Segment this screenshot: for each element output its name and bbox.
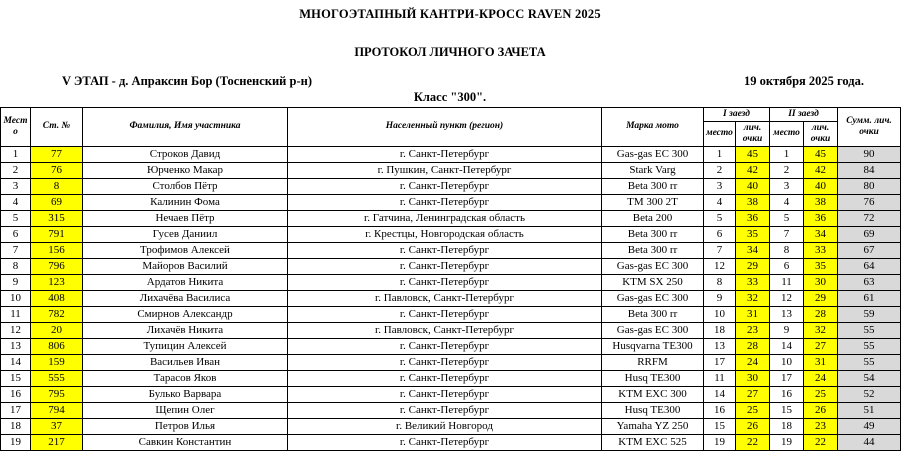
cell-place: 7 — [1, 242, 31, 258]
cell-total-points: 52 — [838, 386, 901, 402]
cell-race2-points: 30 — [804, 274, 838, 290]
cell-race1-points: 30 — [736, 370, 770, 386]
cell-total-points: 55 — [838, 322, 901, 338]
cell-race2-points: 40 — [804, 178, 838, 194]
cell-race1-points: 29 — [736, 258, 770, 274]
col-header-race1-place: место — [704, 121, 736, 146]
cell-start-number: 794 — [31, 402, 83, 418]
cell-moto-brand: Beta 300 rr — [602, 226, 704, 242]
table-row — [1, 146, 901, 162]
cell-city: г. Санкт-Петербург — [288, 386, 602, 402]
cell-city: г. Крестцы, Новгородская область — [288, 226, 602, 242]
cell-moto-brand: Beta 200 — [602, 210, 704, 226]
cell-start-number: 159 — [31, 354, 83, 370]
cell-city: г. Гатчина, Ленинградская область — [288, 210, 602, 226]
cell-total-points: 80 — [838, 178, 901, 194]
cell-race1-points: 22 — [736, 434, 770, 450]
col-header-city: Населенный пункт (регион) — [288, 108, 602, 147]
table-row — [1, 322, 901, 338]
cell-race1-points: 35 — [736, 226, 770, 242]
cell-race1-place: 16 — [704, 402, 736, 418]
cell-race1-place: 13 — [704, 338, 736, 354]
cell-race1-points: 33 — [736, 274, 770, 290]
cell-race2-place: 18 — [770, 418, 804, 434]
cell-race1-place: 8 — [704, 274, 736, 290]
cell-race2-points: 22 — [804, 434, 838, 450]
cell-participant-name: Булько Варвара — [83, 386, 288, 402]
cell-race2-place: 2 — [770, 162, 804, 178]
col-header-race1: I заезд — [704, 108, 770, 122]
cell-place: 10 — [1, 290, 31, 306]
cell-city: г. Санкт-Петербург — [288, 338, 602, 354]
cell-city: г. Санкт-Петербург — [288, 306, 602, 322]
cell-race2-place: 4 — [770, 194, 804, 210]
cell-participant-name: Столбов Пётр — [83, 178, 288, 194]
cell-place: 3 — [1, 178, 31, 194]
cell-race1-points: 24 — [736, 354, 770, 370]
cell-start-number: 796 — [31, 258, 83, 274]
cell-moto-brand: TM 300 2T — [602, 194, 704, 210]
cell-total-points: 72 — [838, 210, 901, 226]
cell-participant-name: Юрченко Макар — [83, 162, 288, 178]
col-header-name: Фамилия, Имя участника — [83, 108, 288, 147]
cell-moto-brand: Yamaha YZ 250 — [602, 418, 704, 434]
cell-place: 19 — [1, 434, 31, 450]
cell-city: г. Санкт-Петербург — [288, 258, 602, 274]
table-row — [1, 226, 901, 242]
cell-race2-points: 29 — [804, 290, 838, 306]
cell-moto-brand: Husq TE300 — [602, 370, 704, 386]
cell-total-points: 69 — [838, 226, 901, 242]
cell-race2-points: 26 — [804, 402, 838, 418]
cell-total-points: 54 — [838, 370, 901, 386]
cell-race1-points: 32 — [736, 290, 770, 306]
cell-participant-name: Гусев Даниил — [83, 226, 288, 242]
cell-moto-brand: Husqvarna TE300 — [602, 338, 704, 354]
cell-race1-points: 28 — [736, 338, 770, 354]
cell-race2-points: 24 — [804, 370, 838, 386]
cell-participant-name: Нечаев Пётр — [83, 210, 288, 226]
cell-moto-brand: Beta 300 rr — [602, 306, 704, 322]
cell-participant-name: Лихачёв Никита — [83, 322, 288, 338]
cell-race2-points: 28 — [804, 306, 838, 322]
cell-place: 2 — [1, 162, 31, 178]
cell-start-number: 555 — [31, 370, 83, 386]
cell-start-number: 408 — [31, 290, 83, 306]
cell-race2-place: 19 — [770, 434, 804, 450]
cell-place: 13 — [1, 338, 31, 354]
cell-moto-brand: Beta 300 rr — [602, 242, 704, 258]
cell-start-number: 69 — [31, 194, 83, 210]
cell-place: 6 — [1, 226, 31, 242]
cell-start-number: 791 — [31, 226, 83, 242]
cell-start-number: 156 — [31, 242, 83, 258]
cell-race2-place: 6 — [770, 258, 804, 274]
cell-total-points: 64 — [838, 258, 901, 274]
cell-total-points: 59 — [838, 306, 901, 322]
cell-race1-place: 12 — [704, 258, 736, 274]
cell-race2-points: 42 — [804, 162, 838, 178]
cell-start-number: 8 — [31, 178, 83, 194]
cell-moto-brand: KTM EXC 300 — [602, 386, 704, 402]
cell-total-points: 49 — [838, 418, 901, 434]
cell-race1-points: 23 — [736, 322, 770, 338]
cell-race1-place: 11 — [704, 370, 736, 386]
cell-moto-brand: Husq TE300 — [602, 402, 704, 418]
doc-subtitle: ПРОТОКОЛ ЛИЧНОГО ЗАЧЕТА — [354, 45, 546, 59]
cell-race2-place: 10 — [770, 354, 804, 370]
cell-total-points: 90 — [838, 146, 901, 162]
table-row — [1, 258, 901, 274]
cell-race1-place: 15 — [704, 418, 736, 434]
cell-race1-points: 25 — [736, 402, 770, 418]
cell-race2-place: 12 — [770, 290, 804, 306]
cell-moto-brand: KTM EXC 525 — [602, 434, 704, 450]
cell-race2-points: 38 — [804, 194, 838, 210]
col-header-race2: II заезд — [770, 108, 838, 122]
table-row — [1, 274, 901, 290]
cell-participant-name: Савкин Константин — [83, 434, 288, 450]
cell-race2-place: 5 — [770, 210, 804, 226]
cell-race1-place: 7 — [704, 242, 736, 258]
cell-moto-brand: KTM SX 250 — [602, 274, 704, 290]
cell-start-number: 37 — [31, 418, 83, 434]
cell-participant-name: Щепин Олег — [83, 402, 288, 418]
cell-total-points: 84 — [838, 162, 901, 178]
cell-total-points: 61 — [838, 290, 901, 306]
cell-city: г. Санкт-Петербург — [288, 434, 602, 450]
cell-race2-place: 9 — [770, 322, 804, 338]
cell-race1-place: 17 — [704, 354, 736, 370]
doc-title: МНОГОЭТАПНЫЙ КАНТРИ-КРОСС RAVEN 2025 — [299, 7, 601, 21]
cell-race1-place: 10 — [704, 306, 736, 322]
col-header-place: Место — [1, 108, 31, 147]
cell-place: 14 — [1, 354, 31, 370]
cell-race2-place: 17 — [770, 370, 804, 386]
cell-city: г. Санкт-Петербург — [288, 242, 602, 258]
table-row — [1, 338, 901, 354]
cell-place: 11 — [1, 306, 31, 322]
cell-city: г. Санкт-Петербург — [288, 354, 602, 370]
cell-total-points: 67 — [838, 242, 901, 258]
cell-race1-points: 31 — [736, 306, 770, 322]
col-header-moto: Марка мото — [602, 108, 704, 147]
cell-city: г. Павловск, Санкт-Петербург — [288, 290, 602, 306]
cell-place: 5 — [1, 210, 31, 226]
cell-start-number: 217 — [31, 434, 83, 450]
meta-row — [0, 74, 900, 89]
cell-city: г. Санкт-Петербург — [288, 370, 602, 386]
cell-race1-points: 42 — [736, 162, 770, 178]
cell-moto-brand: Gas-gas EC 300 — [602, 258, 704, 274]
cell-place: 8 — [1, 258, 31, 274]
cell-race2-points: 35 — [804, 258, 838, 274]
cell-participant-name: Васильев Иван — [83, 354, 288, 370]
table-row — [1, 178, 901, 194]
table-row — [1, 418, 901, 434]
cell-city: г. Павловск, Санкт-Петербург — [288, 322, 602, 338]
cell-place: 15 — [1, 370, 31, 386]
cell-moto-brand: Gas-gas EC 300 — [602, 146, 704, 162]
cell-participant-name: Строков Давид — [83, 146, 288, 162]
table-row — [1, 402, 901, 418]
cell-participant-name: Трофимов Алексей — [83, 242, 288, 258]
table-row — [1, 210, 901, 226]
cell-race1-points: 38 — [736, 194, 770, 210]
cell-participant-name: Тарасов Яков — [83, 370, 288, 386]
table-row — [1, 306, 901, 322]
cell-race2-points: 25 — [804, 386, 838, 402]
table-row — [1, 370, 901, 386]
cell-start-number: 782 — [31, 306, 83, 322]
cell-race1-points: 40 — [736, 178, 770, 194]
cell-participant-name: Ардатов Никита — [83, 274, 288, 290]
table-row — [1, 434, 901, 450]
cell-city: г. Великий Новгород — [288, 418, 602, 434]
cell-race1-points: 45 — [736, 146, 770, 162]
cell-race2-place: 13 — [770, 306, 804, 322]
cell-place: 16 — [1, 386, 31, 402]
cell-city: г. Санкт-Петербург — [288, 178, 602, 194]
cell-race1-place: 2 — [704, 162, 736, 178]
cell-moto-brand: Gas-gas EC 300 — [602, 290, 704, 306]
cell-race2-points: 33 — [804, 242, 838, 258]
cell-race1-points: 26 — [736, 418, 770, 434]
table-row — [1, 290, 901, 306]
cell-city: г. Санкт-Петербург — [288, 402, 602, 418]
cell-start-number: 77 — [31, 146, 83, 162]
table-row — [1, 354, 901, 370]
cell-city: г. Санкт-Петербург — [288, 274, 602, 290]
cell-city: г. Санкт-Петербург — [288, 194, 602, 210]
cell-race2-points: 23 — [804, 418, 838, 434]
cell-start-number: 123 — [31, 274, 83, 290]
cell-place: 9 — [1, 274, 31, 290]
cell-place: 1 — [1, 146, 31, 162]
date-label: 19 октября 2025 года. — [744, 74, 864, 88]
cell-city: г. Санкт-Петербург — [288, 146, 602, 162]
cell-participant-name: Тупицин Алексей — [83, 338, 288, 354]
cell-race1-place: 4 — [704, 194, 736, 210]
cell-total-points: 44 — [838, 434, 901, 450]
cell-race2-place: 3 — [770, 178, 804, 194]
cell-moto-brand: Gas-gas EC 300 — [602, 322, 704, 338]
class-label: Класс "300". — [413, 90, 487, 104]
cell-start-number: 806 — [31, 338, 83, 354]
cell-race2-points: 32 — [804, 322, 838, 338]
col-header-start-number: Ст. № — [31, 108, 83, 147]
cell-race2-place: 11 — [770, 274, 804, 290]
col-header-total: Сумм. лич. очки — [838, 108, 901, 147]
col-header-race2-place: место — [770, 121, 804, 146]
cell-start-number: 315 — [31, 210, 83, 226]
cell-race2-points: 27 — [804, 338, 838, 354]
cell-total-points: 51 — [838, 402, 901, 418]
cell-start-number: 20 — [31, 322, 83, 338]
cell-start-number: 795 — [31, 386, 83, 402]
cell-race1-place: 18 — [704, 322, 736, 338]
cell-race2-place: 16 — [770, 386, 804, 402]
table-row — [1, 162, 901, 178]
cell-race2-points: 45 — [804, 146, 838, 162]
table-row — [1, 242, 901, 258]
cell-city: г. Пушкин, Санкт-Петербург — [288, 162, 602, 178]
results-table — [0, 107, 901, 451]
cell-race1-points: 27 — [736, 386, 770, 402]
stage-label: V ЭТАП - д. Апраксин Бор (Тосненский р-н) — [62, 74, 312, 88]
cell-race2-place: 15 — [770, 402, 804, 418]
cell-race1-place: 3 — [704, 178, 736, 194]
cell-participant-name: Смирнов Александр — [83, 306, 288, 322]
cell-participant-name: Петров Илья — [83, 418, 288, 434]
cell-race1-place: 5 — [704, 210, 736, 226]
cell-race1-place: 9 — [704, 290, 736, 306]
cell-race1-place: 6 — [704, 226, 736, 242]
cell-race1-place: 1 — [704, 146, 736, 162]
cell-moto-brand: Beta 300 rr — [602, 178, 704, 194]
cell-start-number: 76 — [31, 162, 83, 178]
cell-race1-points: 36 — [736, 210, 770, 226]
cell-race2-place: 14 — [770, 338, 804, 354]
col-header-race1-points: лич. очки — [736, 121, 770, 146]
cell-participant-name: Лихачёва Василиса — [83, 290, 288, 306]
cell-total-points: 55 — [838, 338, 901, 354]
cell-total-points: 55 — [838, 354, 901, 370]
cell-total-points: 76 — [838, 194, 901, 210]
results-tbody — [1, 146, 901, 450]
cell-race2-points: 36 — [804, 210, 838, 226]
cell-race2-place: 7 — [770, 226, 804, 242]
cell-race1-points: 34 — [736, 242, 770, 258]
col-header-race2-points: лич. очки — [804, 121, 838, 146]
cell-place: 4 — [1, 194, 31, 210]
cell-race2-place: 8 — [770, 242, 804, 258]
cell-place: 12 — [1, 322, 31, 338]
table-row — [1, 386, 901, 402]
cell-moto-brand: RRFM — [602, 354, 704, 370]
cell-race2-points: 31 — [804, 354, 838, 370]
table-row — [1, 194, 901, 210]
cell-place: 17 — [1, 402, 31, 418]
cell-moto-brand: Stark Varg — [602, 162, 704, 178]
cell-race2-place: 1 — [770, 146, 804, 162]
cell-race1-place: 19 — [704, 434, 736, 450]
cell-race1-place: 14 — [704, 386, 736, 402]
cell-participant-name: Калинин Фома — [83, 194, 288, 210]
cell-total-points: 63 — [838, 274, 901, 290]
cell-participant-name: Майоров Василий — [83, 258, 288, 274]
cell-place: 18 — [1, 418, 31, 434]
cell-race2-points: 34 — [804, 226, 838, 242]
